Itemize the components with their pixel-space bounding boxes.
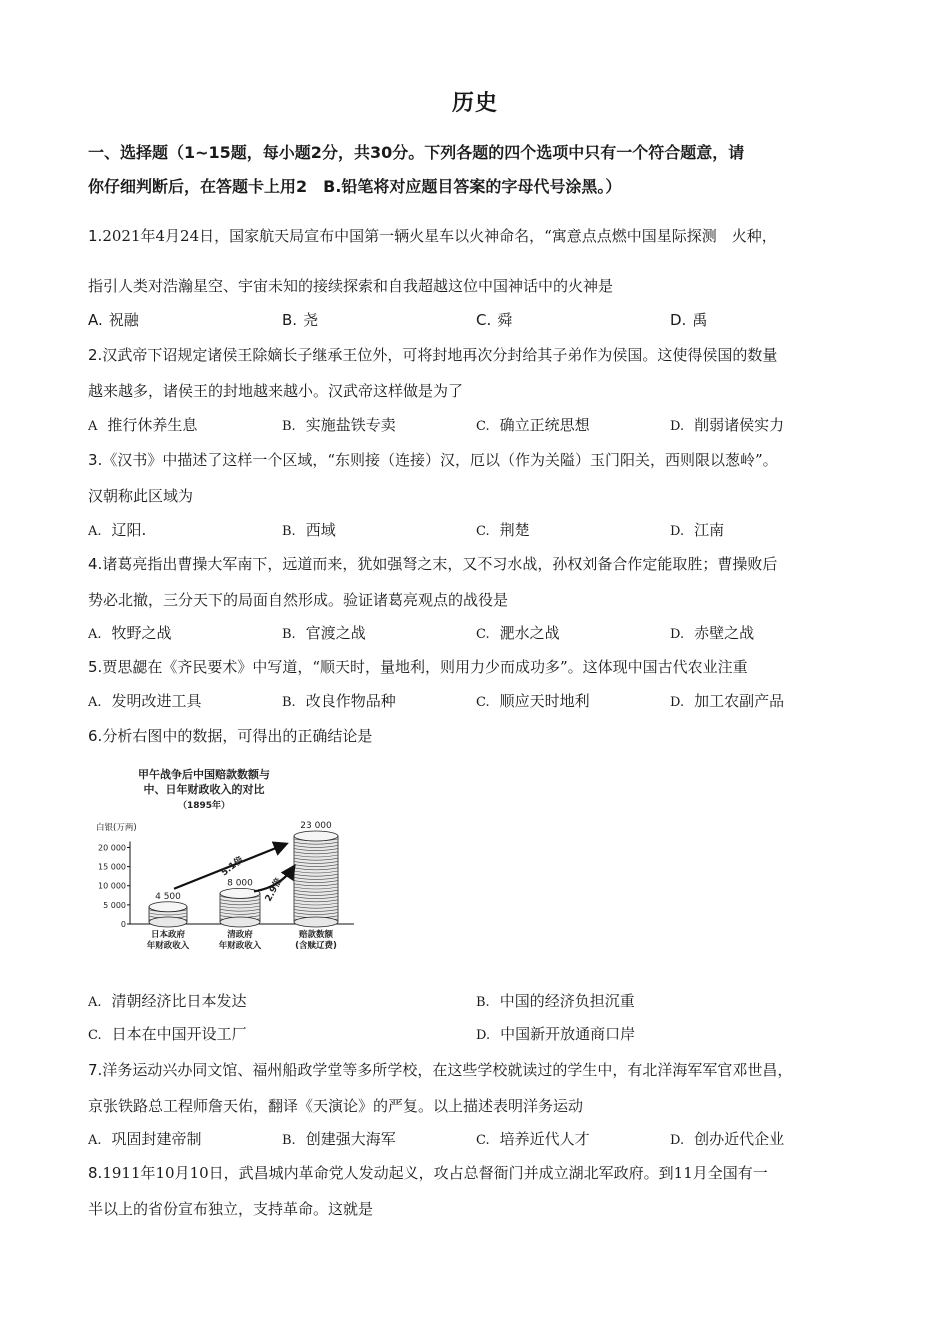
option-a[interactable]: A 推行休养生息 (88, 416, 198, 434)
coin-stack-top (220, 888, 260, 898)
option-a[interactable]: A. 巩固封建帝制 (88, 1130, 202, 1148)
question-3 (88, 442, 878, 514)
question-text-line: 指引人类对浩瀚星空、宇宙未知的接续探索和自我超越这位中国神话中的火神是 (88, 277, 614, 295)
question-text-line: 2021年4月24日，国家航天局宣布中国第一辆火星车以火神命名，“寓意点点燃中国星际探测 火种， (102, 227, 777, 245)
question-8 (88, 1155, 878, 1227)
chart-title-line: （1895年） (177, 801, 231, 811)
y-tick-label: 10 000 (98, 881, 126, 891)
question-1-line-2 (88, 268, 878, 304)
question-6-options-row-2 (88, 1019, 878, 1049)
question-3-options (88, 515, 878, 545)
question-1 (88, 218, 878, 254)
option-a[interactable]: A. 辽阳. (88, 521, 147, 539)
chart-ylabel: 白银(万两) (96, 823, 137, 833)
question-4-options (88, 618, 878, 648)
annotation-2-9x: 2.9倍 (263, 876, 285, 904)
category-label: 赔款数额 (298, 930, 334, 940)
option-d[interactable]: D. 禹 (670, 311, 708, 329)
question-number: 6. (88, 727, 103, 745)
question-text-line: 势必北撤，三分天下的局面自然形成。验证诸葛亮观点的战役是 (88, 591, 509, 609)
question-4 (88, 546, 878, 618)
question-number: 2. (88, 346, 103, 364)
question-text-line: 贾思勰在《齐民要术》中写道，“顺天时，量地利，则用力少而成功多”。这体现中国古代农业注重 (102, 658, 748, 676)
bar-value-label: 8 000 (227, 878, 253, 889)
category-label: (含赎辽费) (295, 941, 337, 951)
option-b[interactable]: B. 尧 (282, 311, 319, 329)
option-a[interactable]: A. 清朝经济比日本发达 (88, 992, 247, 1010)
coin-stack-bottom (220, 917, 260, 927)
category-label: 清政府 (227, 930, 253, 940)
category-label: 日本政府 (150, 930, 186, 940)
question-text-line: 汉朝称此区域为 (88, 487, 194, 505)
section-line-2: 你仔细判断后，在答题卡上用2 B.铅笔将对应题目答案的字母代号涂黑。） (88, 177, 622, 196)
question-text-line: 分析右图中的数据，可得出的正确结论是 (102, 727, 373, 745)
bar-value-label: 23 000 (300, 821, 332, 831)
bar-coin-stack (294, 831, 338, 927)
option-b[interactable]: B. 改良作物品种 (282, 692, 396, 710)
option-d[interactable]: D. 中国新开放通商口岸 (476, 1025, 636, 1043)
option-b[interactable]: B. 官渡之战 (282, 624, 366, 642)
option-d[interactable]: D. 创办近代企业 (670, 1130, 785, 1148)
page-title: 历史 (451, 90, 498, 116)
question-text-line: 《汉书》中描述了这样一个区域，“东则接（连接）汉，厄以（作为关隘）玉门阳关，西则限以葱岭”。 (102, 451, 778, 469)
chart-title-line: 中、日年财政收入的对比 (143, 783, 265, 796)
annotation-5-1x: 5.1倍 (219, 855, 246, 879)
question-number: 1. (88, 227, 103, 245)
section-instructions (88, 136, 878, 204)
option-c[interactable]: C. 日本在中国开设工厂 (88, 1025, 247, 1043)
category-label: 年财政收入 (146, 941, 190, 951)
option-c[interactable]: C. 培养近代人才 (476, 1130, 590, 1148)
coin-stack-top (149, 902, 187, 912)
coin-stack-top (294, 831, 338, 841)
option-d[interactable]: D. 削弱诸侯实力 (670, 416, 785, 434)
option-c[interactable]: C. 顺应天时地利 (476, 692, 590, 710)
coin-stack-bottom (149, 917, 187, 927)
question-2 (88, 337, 878, 409)
question-number: 8. (88, 1164, 103, 1182)
bar-coin-stack (220, 888, 260, 927)
option-a[interactable]: A. 牧野之战 (88, 624, 172, 642)
bar-coin-stack (149, 902, 187, 927)
option-d[interactable]: D. 江南 (670, 521, 725, 539)
question-number: 3. (88, 451, 103, 469)
question-text-line: 汉武帝下诏规定诸侯王除嫡长子继承王位外，可将封地再次分封给其子弟作为侯国。这使得侯国的数量 (102, 346, 778, 364)
question-5 (88, 649, 878, 685)
option-c[interactable]: C. 舜 (476, 311, 513, 329)
question-text-line: 洋务运动兴办同文馆、福州船政学堂等多所学校，在这些学校就读过的学生中，有北洋海军军官邓世昌， (102, 1061, 793, 1079)
option-c[interactable]: C. 确立正统思想 (476, 416, 590, 434)
option-c[interactable]: C. 淝水之战 (476, 624, 560, 642)
coin-stack-bottom (294, 917, 338, 927)
question-text-line: 1911年10月10日，武昌城内革命党人发动起义，攻占总督衙门并成立湖北军政府。到11月全国有一 (102, 1164, 768, 1182)
option-a[interactable]: A. 发明改进工具 (88, 692, 202, 710)
y-tick-label: 20 000 (98, 843, 126, 853)
question-number: 7. (88, 1061, 103, 1079)
option-b[interactable]: B. 中国的经济负担沉重 (476, 992, 635, 1010)
y-tick-label: 5 000 (103, 900, 126, 910)
question-text-line: 京张铁路总工程师詹天佑，翻译《天演论》的严复。以上描述表明洋务运动 (88, 1097, 584, 1115)
coin-stack-body (294, 836, 338, 922)
option-d[interactable]: D. 加工农副产品 (670, 692, 785, 710)
option-b[interactable]: B. 西域 (282, 521, 336, 539)
question-2-options (88, 410, 878, 440)
category-label: 年财政收入 (218, 941, 262, 951)
question-number: 4. (88, 555, 103, 573)
question-text-line: 半以上的省份宣布独立，支持革命。这就是 (88, 1200, 374, 1218)
question-5-options (88, 686, 878, 716)
option-d[interactable]: D. 赤壁之战 (670, 624, 755, 642)
option-b[interactable]: B. 实施盐铁专卖 (282, 416, 396, 434)
question-1-options (88, 305, 878, 335)
y-tick-label: 15 000 (98, 862, 126, 872)
y-tick-label: 0 (120, 920, 126, 929)
indemnity-comparison-chart (92, 764, 382, 974)
bar-value-label: 4 500 (155, 891, 181, 902)
option-a[interactable]: A. 祝融 (88, 311, 139, 329)
question-7-options (88, 1124, 878, 1154)
chart-title-line: 甲午战争后中国赔款数额与 (138, 768, 270, 781)
question-number: 5. (88, 658, 103, 676)
question-6 (88, 718, 878, 754)
question-7 (88, 1052, 878, 1124)
option-b[interactable]: B. 创建强大海军 (282, 1130, 396, 1148)
option-c[interactable]: C. 荆楚 (476, 521, 530, 539)
question-text-line: 越来越多，诸侯王的封地越来越小。汉武帝这样做是为了 (88, 382, 464, 400)
question-6-options (88, 986, 878, 1016)
section-line-1: 一、选择题（1~15题，每小题2分，共30分。下列各题的四个选项中只有一个符合题意，请 (88, 143, 745, 162)
question-text-line: 诸葛亮指出曹操大军南下，远道而来，犹如强弩之末，又不习水战，孙权刘备合作定能取胜；曹操败后 (102, 555, 778, 573)
